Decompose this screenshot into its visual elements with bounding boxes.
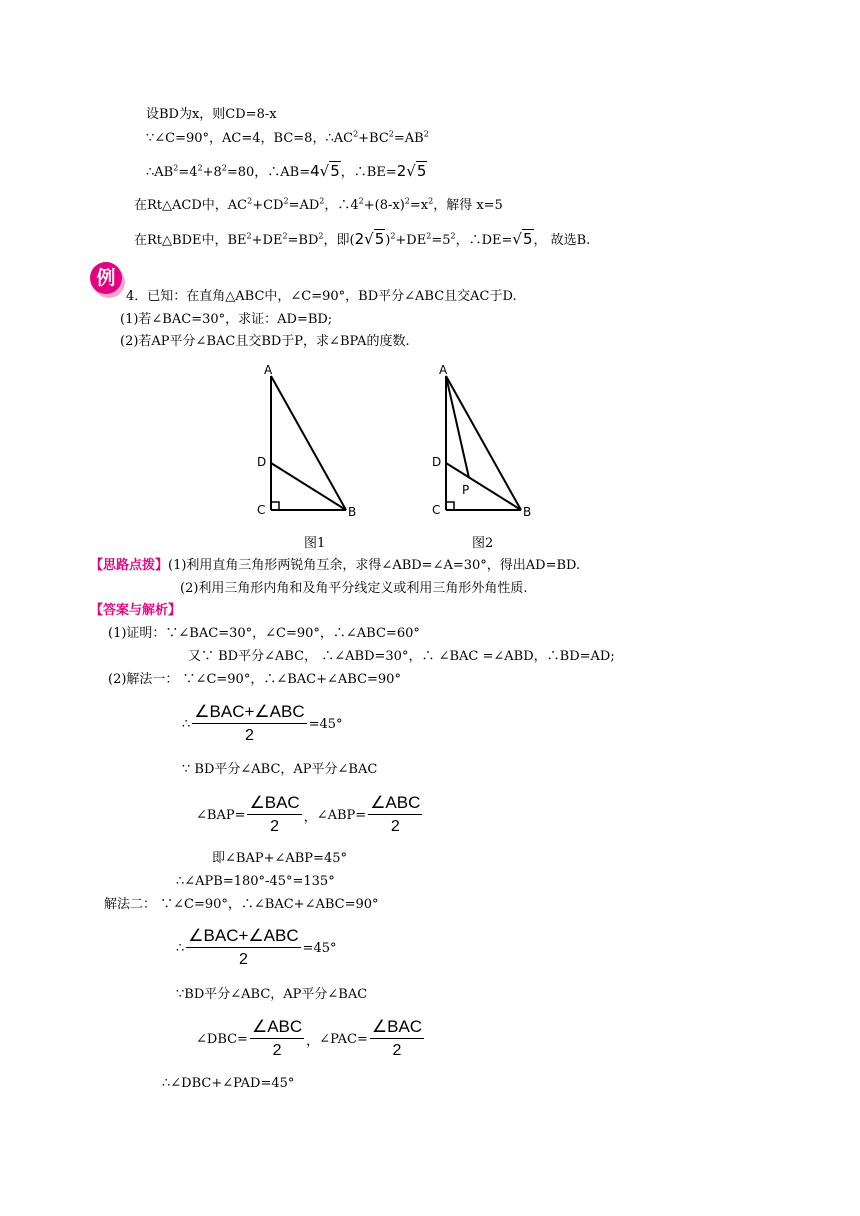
fraction-line-3 <box>176 926 337 970</box>
hint-text-1: (1)利用直角三角形两锐角互余，求得∠ABD=∠A=30°，得出AD=BD. <box>168 558 581 573</box>
fig2-label-d: D <box>432 455 442 469</box>
fraction-numerator: ∠BAC <box>371 1017 423 1036</box>
figure-2-caption: 图2 <box>472 536 494 551</box>
fraction-line-2 <box>196 793 424 837</box>
angle-abp-label: ∠ABP= <box>316 807 367 823</box>
fig1-label-b: B <box>348 505 357 519</box>
fig2-label-c: C <box>432 503 441 517</box>
bisector-line-1: ∵ BD平分∠ABC，AP平分∠BAC <box>182 762 378 777</box>
comma: ， <box>306 1033 320 1049</box>
fraction-numerator: ∠BAC <box>249 793 300 812</box>
answer-part1-line-a: (1)证明：∵∠BAC=30°，∠C=90°，∴∠ABC=60° <box>108 626 420 641</box>
fraction-line-1 <box>182 702 343 746</box>
solution-line-3: $\therefore AB^2=4^2+8^2=80$，∴AB=4√5，∴BE=2√5 <box>146 162 427 180</box>
solution-line-2: ∵∠C=90°，AC=4，BC=8，$\therefore AC^2+BC^2=AB^2$ <box>146 129 429 146</box>
solution-line-1: 设BD为x，则CD=8-x <box>146 107 277 122</box>
apb-result: ∴∠APB=180°-45°=135° <box>176 874 335 889</box>
figures <box>250 362 570 562</box>
equals-45: =45° <box>302 940 337 956</box>
solution-line-4: 在Rt△ACD中，$AC^2+CD^2=AD^2$，$\therefore 4^2+(8-x)^2=x^2$，解得 x=5 <box>134 196 503 213</box>
answer-part1-line-b: 又∵ BD平分∠ABC， ∴∠ABD=30°，∴ ∠BAC =∠ABD，∴BD=AD; <box>188 649 615 664</box>
figure-2 <box>432 363 531 519</box>
fraction-denominator: 2 <box>244 727 254 744</box>
answer-tag: 【答案与解析】 <box>90 603 182 618</box>
fraction-line-4 <box>196 1017 426 1061</box>
angle-bap-label: ∠BAP= <box>196 807 246 823</box>
therefore-symbol: ∴ <box>176 940 185 956</box>
comma: ， <box>303 809 317 825</box>
hint-line-2: (2)利用三角形内角和及角平分线定义或利用三角形外角性质. <box>180 581 528 596</box>
example-badge: 例 <box>90 262 122 294</box>
problem-part-1: (1)若∠BAC=30°，求证：AD=BD; <box>120 312 333 327</box>
problem-part-2: (2)若AP平分∠BAC且交BD于P，求∠BPA的度数. <box>120 334 410 349</box>
fraction-denominator: 2 <box>390 818 400 835</box>
fig1-label-c: C <box>257 503 266 517</box>
fraction-numerator: ∠ABC <box>251 1017 303 1036</box>
fig1-label-d: D <box>257 455 267 469</box>
fig2-label-p: P <box>462 483 470 497</box>
fraction-denominator: 2 <box>270 818 280 835</box>
fig2-label-b: B <box>523 505 532 519</box>
fig1-label-a: A <box>264 363 273 377</box>
answer-part2-method1: (2)解法一： ∵∠C=90°，∴∠BAC+∠ABC=90° <box>108 672 401 687</box>
hint-tag: 【思路点拨】 <box>90 558 169 573</box>
problem-statement: 4．已知：在直角△ABC中，∠C=90°，BD平分∠ABC且交AC于D. <box>126 289 517 304</box>
fraction-denominator: 2 <box>392 1042 402 1059</box>
solution-line-5: 在Rt△BDE中，$BE^2+DE^2=BD^2$，即$(2√5)^2+DE^2=5^2$，∴DE=√5， 故选B. <box>134 230 591 248</box>
fraction-numerator: ∠BAC+∠ABC <box>188 926 299 945</box>
fraction-numerator: ∠BAC+∠ABC <box>194 702 305 721</box>
sum-line-1: 即∠BAP+∠ABP=45° <box>212 851 347 866</box>
figure-1-caption: 图1 <box>304 536 326 551</box>
bisector-line-2: ∵BD平分∠ABC，AP平分∠BAC <box>176 987 368 1002</box>
figure-1 <box>257 363 356 519</box>
equals-45: =45° <box>308 716 343 732</box>
fraction-denominator: 2 <box>272 1042 282 1059</box>
angle-dbc-label: ∠DBC= <box>196 1031 248 1047</box>
fig2-label-a: A <box>439 363 448 377</box>
final-line: ∴∠DBC+∠PAD=45° <box>162 1076 295 1091</box>
answer-part2-method2: 解法二： ∵∠C=90°，∴∠BAC+∠ABC=90° <box>104 897 379 912</box>
fraction-numerator: ∠ABC <box>370 793 421 812</box>
therefore-symbol: ∴ <box>182 716 191 732</box>
angle-pac-label: ∠PAC= <box>319 1031 368 1047</box>
fraction-denominator: 2 <box>238 951 248 968</box>
hint-line-1 <box>90 557 580 575</box>
